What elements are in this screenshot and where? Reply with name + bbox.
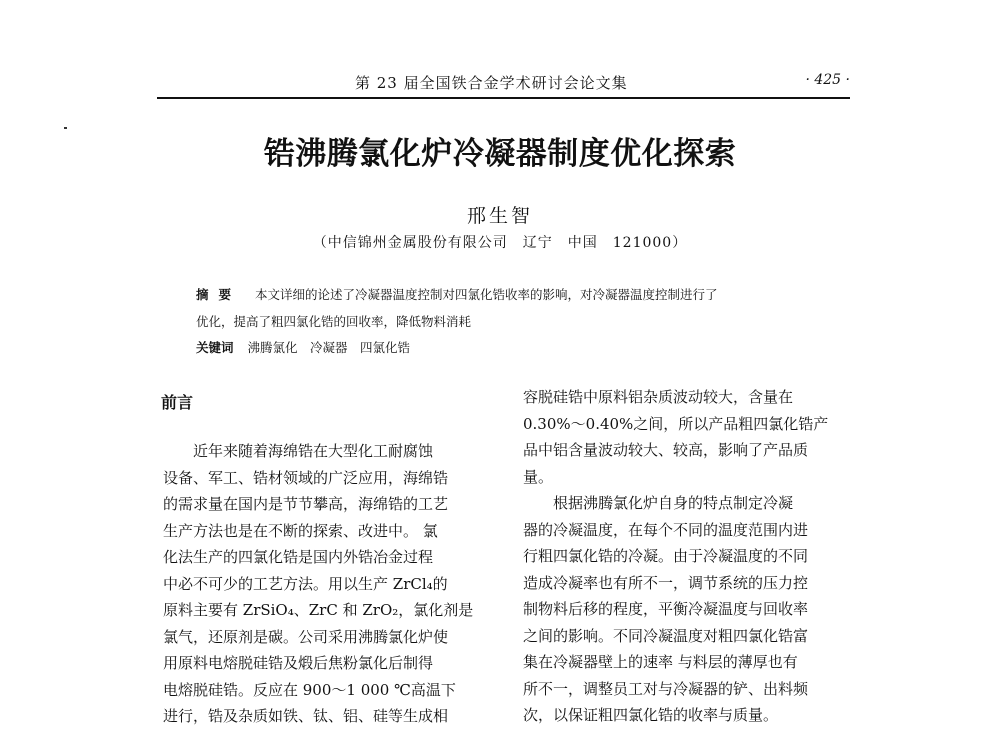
body-line: 之间的影响。不同冷凝温度对粗四氯化锆富 — [523, 626, 809, 645]
abstract-label: 摘要 — [196, 287, 242, 302]
page-number: · 425 · — [805, 72, 850, 88]
body-line: 进行，锆及杂质如铁、钛、铝、硅等生成相 — [163, 707, 449, 725]
body-line: 设备、军工、锆材领域的广泛应用，海绵锆 — [163, 468, 449, 487]
body-line: 品中铝含量波动较大、较高，影响了产品质 — [523, 441, 809, 459]
keywords-label: 关键词 — [196, 340, 234, 355]
body-line: 根据沸腾氯化炉自身的特点制定冷凝 — [553, 494, 794, 512]
body-line: 近年来随着海绵锆在大型化工耐腐蚀 — [193, 442, 434, 460]
body-line: 氯气，还原剂是碳。公司采用沸腾氯化炉使 — [163, 627, 449, 646]
body-line: 用原料电熔脱硅锆及煅后焦粉氯化后制得 — [163, 654, 434, 672]
right-column — [523, 384, 853, 729]
abstract — [196, 285, 718, 303]
left-column — [163, 438, 493, 730]
section-heading: 前言 — [161, 393, 194, 412]
body-line: 次，以保证粗四氯化锆的收率与质量。 — [523, 706, 779, 724]
body-line: 化法生产的四氯化锆是国内外锆冶金过程 — [163, 548, 434, 566]
body-line: 量。 — [523, 467, 554, 486]
article-title: 锆沸腾氯化炉冷凝器制度优化探索 — [263, 136, 737, 172]
body-line: 造成冷凝率也有所不一，调节系统的压力控 — [523, 573, 809, 592]
keywords-text: 沸腾氯化 冷凝器 四氯化锆 — [247, 340, 411, 355]
body-line: 电熔脱硅锆。反应在 900～1 000 ℃高温下 — [163, 680, 456, 699]
body-line: 所不一，调整员工对与冷凝器的铲、出料频 — [523, 679, 809, 698]
body-line: 行粗四氯化锆的冷凝。由于冷凝温度的不同 — [523, 547, 809, 565]
journal-title: 第 23 届全国铁合金学术研讨会论文集 — [355, 74, 628, 92]
affiliation: （中信锦州金属股份有限公司 辽宁 中国 121000） — [312, 235, 688, 251]
body-line: 器的冷凝温度，在每个不同的温度范围内进 — [523, 520, 809, 539]
body-line: 集在冷凝器壁上的速率 与料层的薄厚也有 — [523, 653, 798, 671]
body-line: 中必不可少的工艺方法。用以生产 ZrCl₄的 — [163, 574, 448, 593]
author: 邢生智 — [466, 205, 533, 227]
body-line: 容脱硅锆中原料铝杂质波动较大，含量在 — [523, 388, 794, 406]
abstract-text-line1: 本文详细的论述了冷凝器温度控制对四氯化锆收率的影响，对冷凝器温度控制进行了 — [255, 287, 718, 302]
header-rule — [157, 97, 850, 99]
body-line: 的需求量在国内是节节攀高，海绵锆的工艺 — [163, 495, 449, 513]
body-line: 0.30%～0.40%之间，所以产品粗四氯化锆产 — [523, 414, 829, 433]
abstract-text-line2: 优化，提高了粗四氯化锆的回收率，降低物料消耗 — [196, 314, 472, 329]
body-line: 制物料后移的程度，平衡冷凝温度与回收率 — [523, 600, 809, 618]
keywords — [196, 338, 410, 356]
body-line: 生产方法也是在不断的探索、改进中。 氯 — [163, 521, 438, 540]
body-line: 原料主要有 ZrSiO₄、ZrC 和 ZrO₂，氯化剂是 — [163, 601, 474, 619]
